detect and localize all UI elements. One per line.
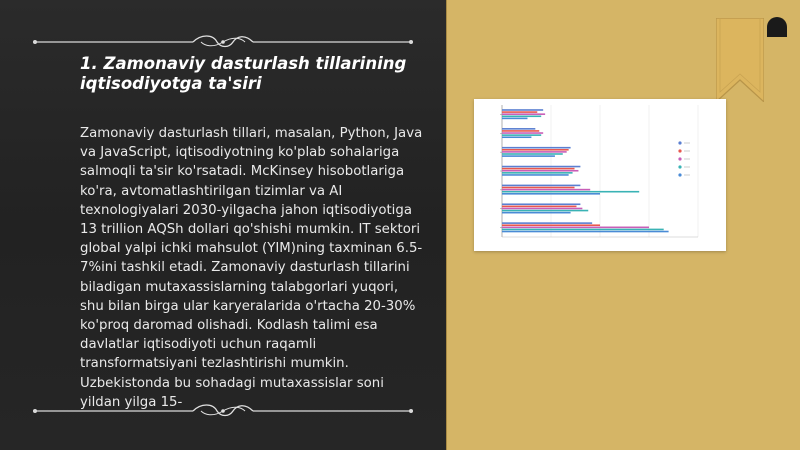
bar-5-1 — [502, 206, 576, 208]
bar-5-3 — [502, 210, 588, 212]
bar-1-3 — [502, 134, 541, 136]
bar-4-0 — [502, 185, 580, 187]
pin-icon — [767, 17, 787, 37]
legend-marker-4 — [678, 173, 681, 176]
slide-body-text: Zamonaviy dasturlash tillari, masalan, Python, Java va JavaScript, iqtisodiyotning ko'plab sohalariga salmoqli ta'sir ko'rsatadi. McKinsey hisobotlariga ko'ra, avtomatlashtirilgan tizimlar va AI texnologiyalari 2030-yilgacha jahon iqtisodiyotiga 13 trillion AQSh dollari qo'shishi mumkin. IT sektori global yalpi ichki mahsulot (YIM)ning taxminan 6.5-7%ini tashkil etadi. Zamonaviy dasturlash tillarini biladigan mutaxassislarning talabgorlari yuqori, shu bilan birga ular karyeralarida o'rtacha 20-30% ko'proq daromad olishadi. Kodlash talimi esa davlatlar iqtisodiyoti uchun raqamli transformatsiyani tezlashtirishi mumkin. Uzbekistonda bu sohadagi mutaxassislar soni yildan yilga 15- — [80, 126, 423, 410]
bar-4-3 — [502, 191, 639, 193]
bar-5-2 — [502, 208, 582, 210]
bar-3-4 — [502, 174, 569, 176]
bar-1-0 — [502, 128, 535, 130]
bar-6-1 — [502, 224, 600, 226]
bar-0-2 — [502, 113, 545, 115]
bar-3-3 — [502, 172, 573, 174]
bar-0-0 — [502, 109, 543, 111]
bar-1-4 — [502, 136, 531, 138]
ornament-divider-bottom — [33, 401, 413, 421]
bar-0-1 — [502, 111, 537, 113]
bookmark-ribbon — [716, 18, 764, 102]
bar-4-4 — [502, 193, 600, 195]
bar-1-2 — [502, 132, 543, 134]
bar-5-4 — [502, 212, 571, 214]
bar-6-2 — [502, 227, 649, 229]
bar-3-2 — [502, 170, 578, 172]
bar-2-0 — [502, 147, 571, 149]
chart-image — [474, 99, 726, 251]
bar-6-0 — [502, 222, 592, 224]
bar-5-0 — [502, 203, 580, 205]
bar-6-3 — [502, 229, 664, 231]
legend-marker-3 — [678, 165, 681, 168]
bar-6-4 — [502, 231, 669, 233]
bar-1-1 — [502, 130, 539, 132]
bar-0-3 — [502, 115, 541, 117]
legend-marker-2 — [678, 157, 681, 160]
bar-chart — [474, 99, 726, 251]
slide-title: 1. Zamonaviy dasturlash tillarining iqtisodiyotga ta'siri — [80, 54, 407, 93]
ornament-divider-top — [33, 32, 413, 52]
bar-4-1 — [502, 187, 575, 189]
bar-3-0 — [502, 166, 580, 168]
bar-2-2 — [502, 151, 567, 153]
bar-4-2 — [502, 189, 590, 191]
bar-2-4 — [502, 155, 555, 157]
bar-0-4 — [502, 118, 527, 120]
legend-marker-0 — [678, 141, 681, 144]
bar-2-3 — [502, 153, 563, 155]
legend-marker-1 — [678, 149, 681, 152]
bar-3-1 — [502, 168, 575, 170]
bar-2-1 — [502, 149, 569, 151]
